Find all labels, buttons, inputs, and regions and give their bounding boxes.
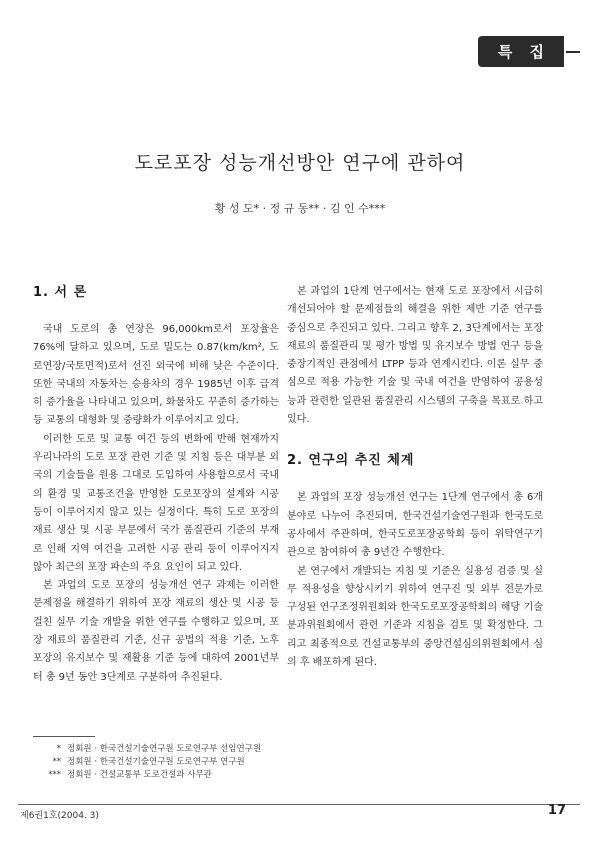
paragraph: 본 연구에서 개발되는 지침 및 기준은 실용성 검증 및 실무 적용성을 향상시키기 위하여 연구진 및 외부 전문가로 구성된 연구조정위원회와 한국도로포장공학회의 해당 기술분과위원회에서 관련 기준과 지침을 검토 및 확정한다. 그리고 최종적으로 건설교통부의 중앙건설심의위원회에서 심의 후 배포하게 된다. [287, 565, 543, 669]
footnote-mark: ** [52, 757, 61, 767]
footnote-text: 정회원 · 한국건설기술연구원 도로연구부 연구원 [67, 757, 245, 767]
paragraph: 본 과업의 1단계 연구에서는 현재 도로 포장에서 시급히 개선되어야 할 문제점들의 해결을 위한 제반 기준 연구를 중심으로 추진되고 있다. 그리고 향후 2, 3단계에서는 포장 재료의 품질관리 및 평가 방법 및 유지보수 방법 연구 등을 중장기적인 관점에서 LTPP 등과 연계시킨다. 이론 실무 중심으로 적용 가능한 기술 및 국내 여건을 반영하여 공용성능과 관련한 일관된 품질관리 시스템의 구축을 목표로 하고 있다. [287, 286, 543, 426]
footnotes [33, 743, 261, 782]
footnote-item [33, 769, 261, 782]
section-badge [478, 36, 580, 67]
paragraph: 이러한 도로 및 교통 여건 등의 변화에 반해 현재까지 우리나라의 도로 포장 관련 기준 및 지침 등은 대부분 외국의 기술들을 원용 그대로 도입하여 사용함으로서 국내의 환경 및 교통조건을 반영한 도로포장의 설계와 시공 등이 이루어지지 않고 있는 실정이다. 특히 도로 포장의 재료 생산 및 시공 부문에서 국가 품질관리 기준의 부재로 인해 지역 여건을 고려한 시공 관리 등이 이루어지지 않아 최근의 포장 파손의 주요 요인이 되고 있다. [33, 433, 279, 573]
badge-line [566, 51, 580, 53]
left-column [33, 283, 279, 683]
paragraph: 본 과업의 포장 성능개선 연구는 1단계 연구에서 총 6개 분야로 나누어 추진되며, 한국건설기술연구원과 한국도로공사에서 주관하며, 한국도로포장공학회 등이 위탁연구기관으로 참여하여 총 9년간 수행한다. [287, 492, 543, 559]
badge-label: 특 집 [478, 36, 564, 67]
author-line: 황 성 도* · 정 규 동** · 김 인 수*** [214, 202, 386, 215]
section-heading-intro: 1. 서 론 [33, 285, 88, 300]
footer-divider [18, 804, 580, 805]
footnote-mark: * [56, 744, 61, 754]
paragraph: 국내 도로의 총 연장은 96,000km로서 포장율은 76%에 달하고 있으며, 도로 밀도는 0.87(km/km², 도로연장/국토면적)로서 선진 외국에 비해 낮은 수준이다. 또한 국내의 자동차는 승용차의 경우 1985년 이후 급격히 증가율을 나타내고 있으며, 화물차도 꾸준히 증가하는 등 교통의 대형화 및 중량화가 이루어지고 있다. [33, 324, 279, 427]
issue-label: 제6권1호(2004. 3) [20, 811, 99, 821]
paragraph: 본 과업의 도로 포장의 성능개선 연구 과제는 이러한 문제점을 해결하기 위하여 포장 재료의 생산 및 시공 등 걸친 실무 기술 개발을 위한 연구를 수행하고 있으며, 포장 재료의 품질관리 기준, 신규 공법의 적용 기준, 노후 포장의 유지보수 및 재활용 기준 등에 대하여 2001년부터 총 9년 동안 3단계로 구분하여 추진된다. [33, 580, 279, 683]
footnote-item [33, 743, 261, 756]
footnote-mark: *** [48, 770, 61, 780]
page-number: 17 [547, 803, 566, 818]
footnote-text: 정회원 · 한국건설기술연구원 도로연구부 선임연구원 [67, 744, 262, 754]
right-column [287, 283, 543, 672]
article-title: 도로포장 성능개선방안 연구에 관하여 [134, 152, 466, 174]
footnote-text: 정회원 · 건설교통부 도로건설과 사무관 [67, 770, 212, 780]
section-heading-system: 2. 연구의 추진 체계 [287, 453, 415, 469]
footnote-divider [33, 736, 95, 737]
footnote-item [33, 756, 261, 769]
